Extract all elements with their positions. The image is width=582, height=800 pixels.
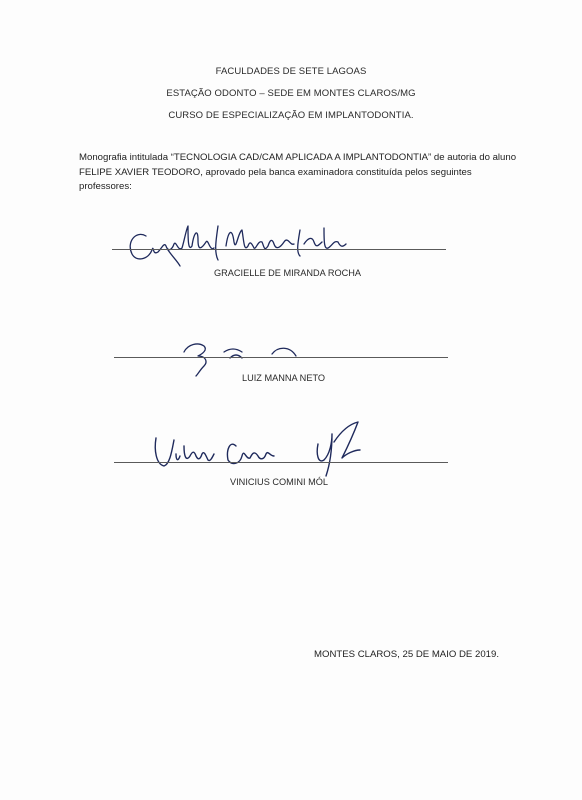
course-name: CURSO DE ESPECIALIZAÇÃO EM IMPLANTODONTIA. bbox=[168, 110, 414, 121]
signature-1-handwriting bbox=[118, 222, 358, 270]
signatory-3-name: VINICIUS COMINI MÓL bbox=[230, 477, 329, 487]
signatory-2-name: LUIZ MANNA NETO bbox=[242, 373, 326, 383]
institution-name: FACULDADES DE SETE LAGOAS bbox=[215, 66, 367, 77]
signature-line-2 bbox=[114, 357, 448, 358]
campus-name: ESTAÇÃO ODONTO – SEDE EM MONTES CLAROS/MG bbox=[166, 88, 416, 99]
signature-line-3 bbox=[114, 462, 448, 463]
signatory-1-name: GRACIELLE DE MIRANDA ROCHA bbox=[214, 268, 362, 278]
signature-line-1 bbox=[112, 249, 446, 250]
approval-paragraph: Monografia intitulada “TECNOLOGIA CAD/CAM APLICADA A IMPLANTODONTIA” de autoria do aluno FELIPE XAVIER TEODORO, aprovado pela banca examinadora constituída pelos seguintes professores: bbox=[79, 152, 517, 192]
signature-2-handwriting bbox=[178, 336, 308, 376]
signature-3-handwriting bbox=[146, 420, 386, 480]
place-and-date: MONTES CLAROS, 25 DE MAIO DE 2019. bbox=[314, 649, 500, 660]
